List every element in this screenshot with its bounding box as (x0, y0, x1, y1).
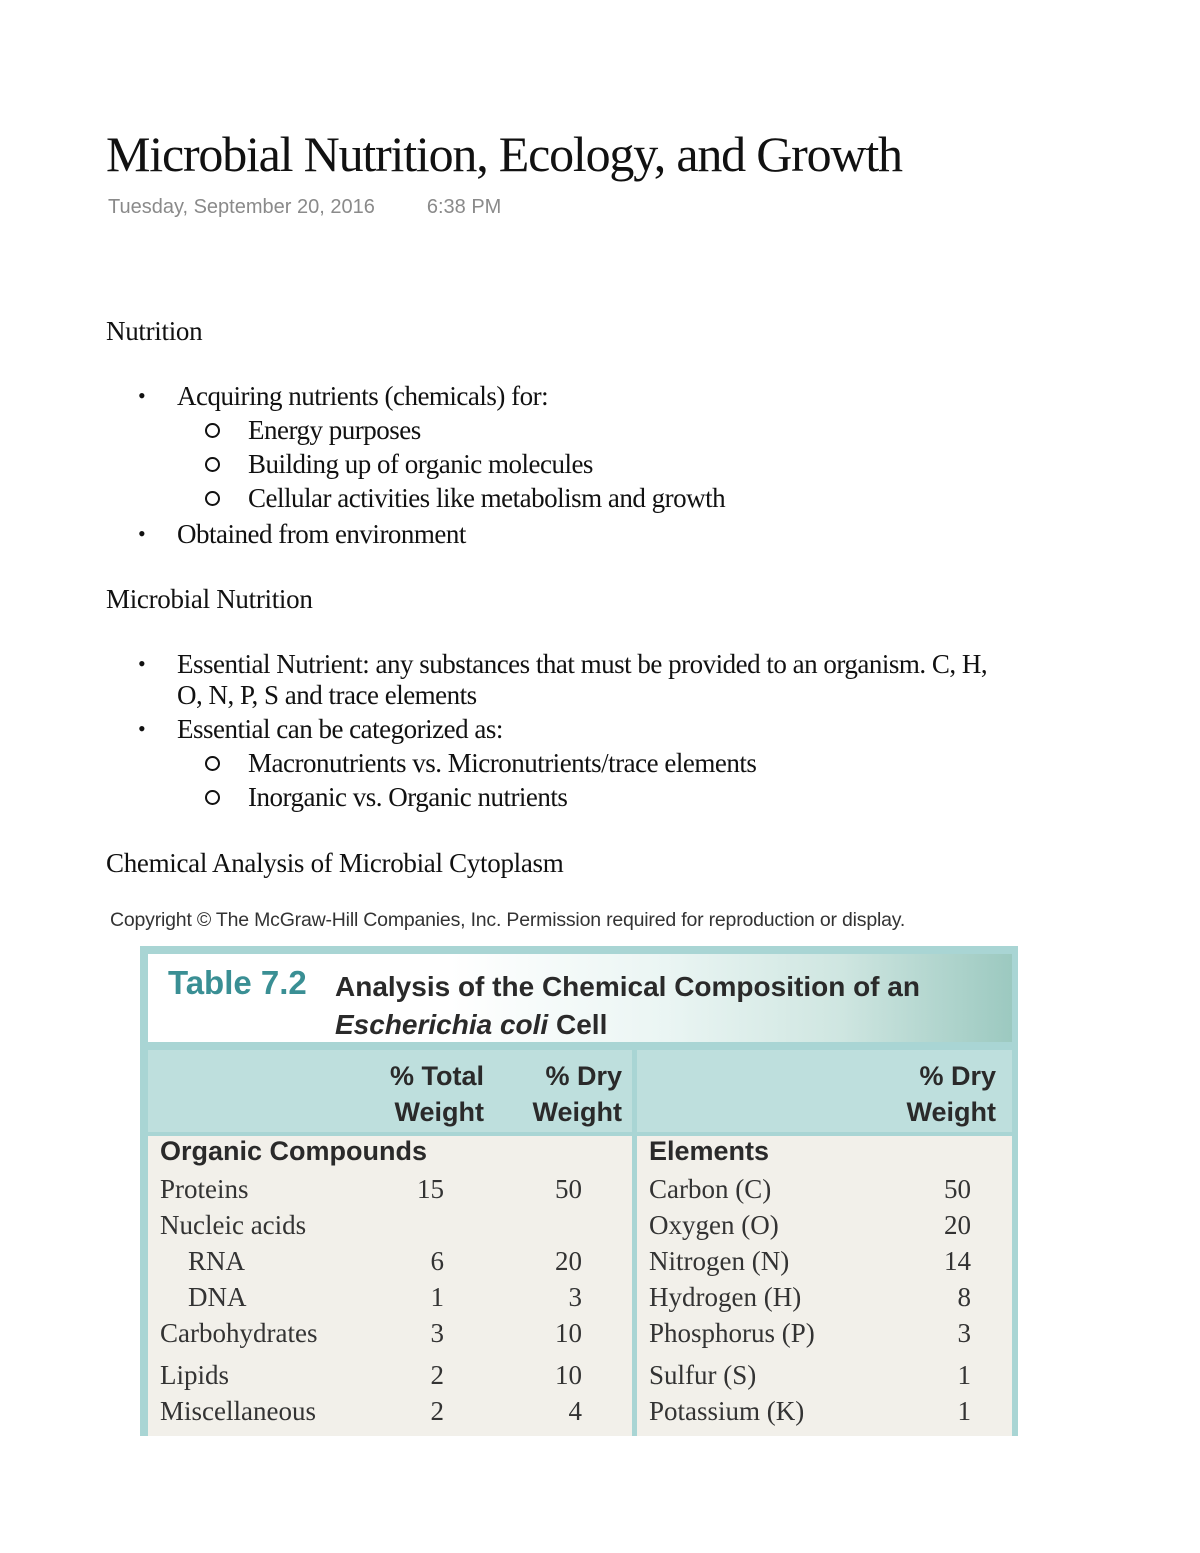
table-row-label: Carbon (C) (649, 1174, 772, 1204)
list-item: Macronutrients vs. Micronutrients/trace elements (248, 748, 757, 778)
table-row-label: Carbohydrates (160, 1318, 318, 1348)
circle-bullet-icon (205, 790, 220, 805)
page-date: Tuesday, September 20, 2016 (108, 196, 375, 218)
list-item: Obtained from environment (177, 519, 466, 549)
heading-chemical-analysis: Chemical Analysis of Microbial Cytoplasm (106, 848, 564, 878)
col-header-line: Weight (532, 1097, 622, 1127)
table-caption (335, 968, 920, 1044)
circle-bullet-icon (205, 491, 220, 506)
page-title: Microbial Nutrition, Ecology, and Growth (106, 126, 902, 182)
col-header-element-dry-weight (907, 1058, 997, 1130)
list-item: Essential Nutrient: any substances that must be provided to an organism. C, H, (177, 649, 988, 679)
col-header-total-weight (390, 1058, 484, 1130)
table-row-label: Nitrogen (N) (649, 1246, 790, 1276)
table-row-label: DNA (188, 1282, 247, 1312)
table-cell-dry: 20 (944, 1210, 971, 1240)
list-item: Energy purposes (248, 415, 421, 445)
col-header-line: Weight (906, 1097, 996, 1127)
table-header-left (148, 1050, 632, 1132)
table-title-bar (148, 954, 1012, 1042)
table-number: Table 7.2 (168, 964, 307, 1001)
list-item: Building up of organic molecules (248, 449, 593, 479)
table-cell-dry: 8 (957, 1282, 971, 1312)
table-row-label: RNA (188, 1246, 246, 1276)
table-row-label: Phosphorus (P) (649, 1318, 815, 1348)
col-header-line: % Total (390, 1061, 484, 1091)
table-body-left (148, 1136, 632, 1436)
page-time: 6:38 PM (426, 196, 502, 218)
table-cell-total: 1 (430, 1282, 444, 1312)
table-row-label: Potassium (K) (649, 1396, 805, 1426)
table-cell-dry: 50 (944, 1174, 971, 1204)
col-header-line: % Dry (919, 1061, 996, 1091)
table-row-label: Sulfur (S) (649, 1360, 757, 1390)
circle-bullet-icon (205, 423, 220, 438)
page-meta (108, 196, 501, 219)
table-cell-total: 6 (430, 1246, 444, 1276)
table-cell-dry: 1 (957, 1396, 971, 1426)
table-row-label: Hydrogen (H) (649, 1282, 802, 1312)
caption-species: Escherichia coli (335, 1009, 549, 1040)
list-item-continuation: O, N, P, S and trace elements (177, 680, 477, 710)
bullet-icon: • (138, 521, 146, 546)
table-row-label: Miscellaneous (160, 1396, 316, 1426)
table-figure (140, 946, 1018, 1436)
table-row-label: Oxygen (O) (649, 1210, 779, 1240)
col-header-line: Weight (394, 1097, 484, 1127)
table-cell-total: 15 (417, 1174, 444, 1204)
caption-rest: Cell (548, 1009, 608, 1040)
col-header-dry-weight (533, 1058, 623, 1130)
circle-bullet-icon (205, 457, 220, 472)
table-cell-dry: 1 (957, 1360, 971, 1390)
table-header-right (637, 1050, 1012, 1132)
section-organic-compounds: Organic Compounds (160, 1136, 428, 1166)
table-cell-dry: 14 (944, 1246, 971, 1276)
heading-microbial-nutrition: Microbial Nutrition (106, 584, 313, 614)
table-cell-dry: 3 (568, 1282, 582, 1312)
table-cell-total: 2 (430, 1396, 444, 1426)
list-item: Cellular activities like metabolism and growth (248, 483, 726, 513)
table-cell-dry: 3 (957, 1318, 971, 1348)
bullet-icon: • (138, 651, 146, 676)
table-cell-dry: 50 (555, 1174, 582, 1204)
table-cell-total: 2 (430, 1360, 444, 1390)
table-row-label: Nucleic acids (160, 1210, 307, 1240)
col-header-line: % Dry (545, 1061, 622, 1091)
list-item: Acquiring nutrients (chemicals) for: (177, 381, 549, 411)
table-row-label: Lipids (160, 1360, 230, 1390)
bullet-icon: • (138, 383, 146, 408)
table-cell-dry: 20 (555, 1246, 582, 1276)
table-cell-dry: 10 (555, 1318, 582, 1348)
list-item: Inorganic vs. Organic nutrients (248, 782, 568, 812)
table-cell-total: 3 (430, 1318, 444, 1348)
circle-bullet-icon (205, 756, 220, 771)
caption-line-2 (335, 1006, 920, 1044)
table-cell-dry: 4 (568, 1396, 582, 1426)
table-cell-dry: 10 (555, 1360, 582, 1390)
caption-line-1: Analysis of the Chemical Composition of an (335, 971, 920, 1002)
table-row-label: Proteins (160, 1174, 249, 1204)
list-item: Essential can be categorized as: (177, 714, 503, 744)
bullet-icon: • (138, 716, 146, 741)
table-body-right (637, 1136, 1012, 1436)
section-elements: Elements (649, 1136, 770, 1166)
copyright-notice: Copyright © The McGraw-Hill Companies, Inc. Permission required for reproduction or display. (110, 909, 906, 931)
heading-nutrition: Nutrition (106, 316, 203, 346)
